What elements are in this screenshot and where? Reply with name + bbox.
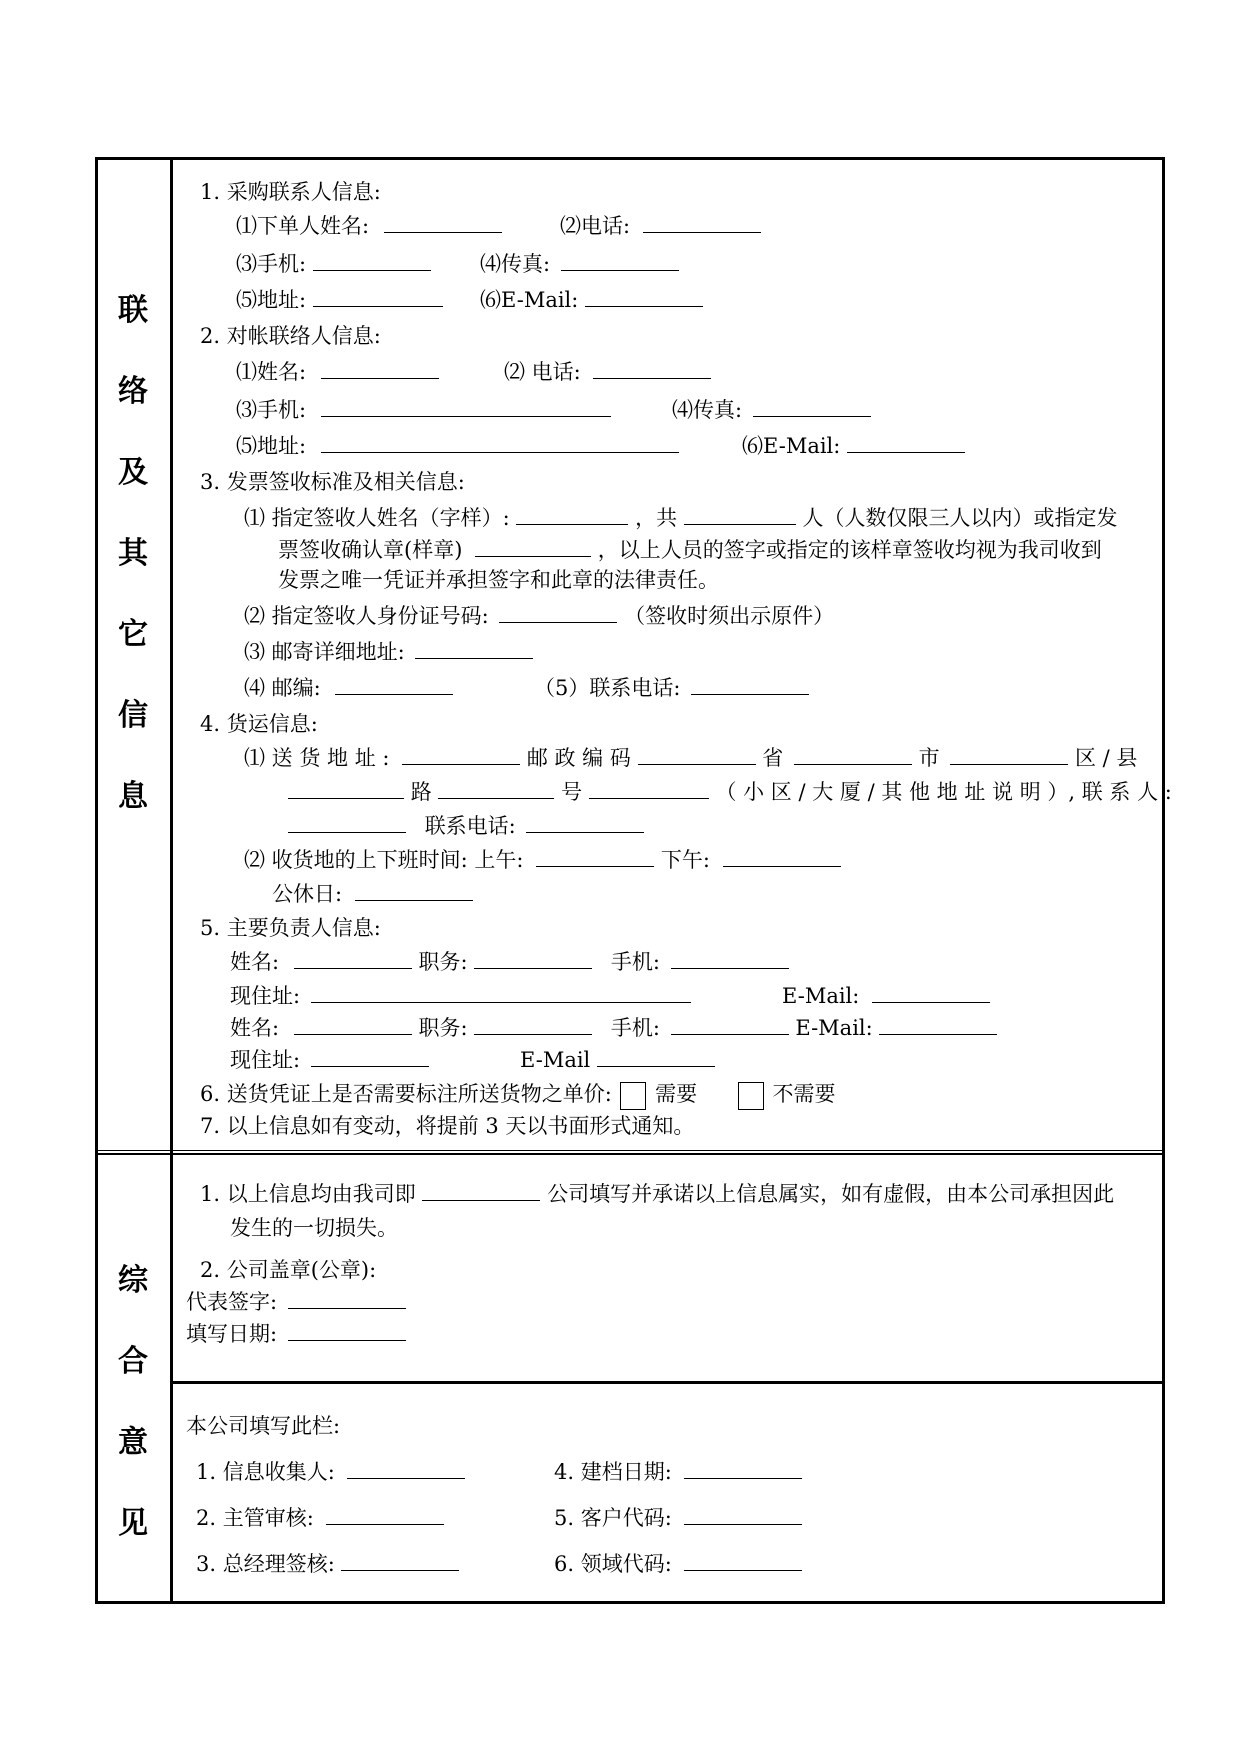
section-divider	[95, 1150, 1165, 1155]
row-file-date	[554, 1458, 802, 1486]
field-p2-email[interactable]	[879, 1014, 997, 1035]
field-p1-name[interactable]	[294, 948, 412, 969]
side-char: 络	[118, 374, 148, 409]
label-p2-residence: 现住址:	[230, 1048, 301, 1072]
field-city[interactable]	[950, 744, 1068, 765]
label-mobile: ⑶手机:	[236, 252, 307, 276]
label-p1-mobile: 手机:	[610, 950, 660, 974]
row-rep-signature	[186, 1288, 406, 1316]
row-company-seal: 2. 公司盖章(公章):	[200, 1258, 377, 1282]
row-invoice-6b	[534, 674, 809, 702]
row-principal-2	[230, 982, 691, 1010]
label-email: ⑹E-Mail:	[480, 288, 579, 312]
field-ship-postcode[interactable]	[638, 744, 756, 765]
field-holiday[interactable]	[355, 880, 473, 901]
field-district[interactable]	[288, 778, 404, 799]
row-declaration-1	[200, 1180, 1114, 1208]
label-need: 需要	[655, 1082, 698, 1106]
field-billing-fax[interactable]	[753, 396, 871, 417]
label-signer-count: ，共	[635, 506, 678, 530]
label-p1-title: 职务:	[418, 950, 468, 974]
row-shipping-5	[272, 880, 473, 908]
label-file-date: 4. 建档日期:	[554, 1460, 672, 1484]
side-char: 息	[118, 779, 148, 814]
label-signer-name: ⑴ 指定签收人姓名（字样）:	[244, 506, 510, 530]
row-customer-code	[554, 1504, 802, 1532]
field-p2-name[interactable]	[294, 1014, 412, 1035]
text-address-note: （ 小 区 / 大 厦 / 其 他 地 址 说 明 ）, 联 系 人 :	[715, 780, 1172, 804]
label-contact-phone: （5）联系电话:	[534, 676, 681, 700]
field-billing-mobile[interactable]	[321, 396, 611, 417]
label-p1-name: 姓名:	[230, 950, 280, 974]
subsection-divider	[172, 1381, 1165, 1384]
side-char: 意	[118, 1425, 148, 1460]
field-number[interactable]	[589, 778, 709, 799]
row-billing-3b	[742, 432, 965, 460]
field-customer-code[interactable]	[684, 1504, 802, 1525]
field-p2-mobile[interactable]	[671, 1014, 789, 1035]
row-purchase-2b	[480, 250, 679, 278]
field-orderer-name[interactable]	[384, 212, 502, 233]
row-purchase-1	[236, 212, 502, 240]
row-invoice-5	[244, 638, 533, 666]
label-p2-name: 姓名:	[230, 1016, 280, 1040]
field-billing-email[interactable]	[847, 432, 965, 453]
label-province: 省	[762, 746, 784, 770]
label-billing-phone: ⑵ 电话:	[504, 360, 581, 384]
field-stamp[interactable]	[475, 536, 591, 557]
label-ship-phone: 联系电话:	[424, 814, 516, 838]
row-principal-4	[230, 1046, 429, 1074]
row-shipping-4	[244, 846, 841, 874]
label-number: 号	[561, 780, 583, 804]
label-phone: ⑵电话:	[560, 214, 631, 238]
row-domain-code	[554, 1550, 802, 1578]
field-ship-contact[interactable]	[288, 812, 406, 833]
field-morning[interactable]	[536, 846, 654, 867]
internal-use-title: 本公司填写此栏:	[186, 1414, 341, 1438]
heading-purchase-contact: 1. 采购联系人信息:	[200, 180, 381, 204]
field-signer-count[interactable]	[684, 504, 796, 525]
text-stamp-rule: ，以上人员的签字或指定的该样章签收均视为我司收到	[597, 538, 1102, 562]
label-district: 区 / 县	[1074, 746, 1138, 770]
field-address[interactable]	[313, 286, 443, 307]
heading-invoice-info: 3. 发票签收标准及相关信息:	[200, 470, 465, 494]
side-char: 它	[118, 617, 148, 652]
side-char: 综	[118, 1263, 148, 1298]
field-billing-phone[interactable]	[593, 358, 711, 379]
row-gm-approval	[196, 1550, 459, 1578]
label-mail-address: ⑶ 邮寄详细地址:	[244, 640, 405, 664]
row-billing-2b	[672, 396, 871, 424]
field-fax[interactable]	[561, 250, 679, 271]
row-invoice-2	[278, 536, 1102, 564]
row-purchase-1b	[560, 212, 761, 240]
label-billing-name: ⑴姓名:	[236, 360, 307, 384]
label-no-need: 不需要	[772, 1082, 836, 1106]
row-invoice-4	[244, 602, 834, 630]
field-signer-name[interactable]	[516, 504, 628, 525]
label-price-question: 6. 送货凭证上是否需要标注所送货物之单价:	[200, 1082, 612, 1106]
text-signer-rule: 人（人数仅限三人以内）或指定发	[802, 506, 1118, 530]
row-purchase-3	[236, 286, 443, 314]
side-char: 其	[118, 536, 148, 571]
heading-principal-info: 5. 主要负责人信息:	[200, 916, 381, 940]
label-holiday: 公休日:	[272, 882, 343, 906]
heading-billing-contact: 2. 对帐联络人信息:	[200, 324, 381, 348]
label-p1-email: E-Mail:	[782, 984, 860, 1008]
row-principal-3	[230, 1014, 997, 1042]
row-billing-3	[236, 432, 679, 460]
field-email[interactable]	[585, 286, 703, 307]
label-afternoon: 下午:	[660, 848, 710, 872]
field-ship-phone[interactable]	[526, 812, 644, 833]
field-p1-residence[interactable]	[311, 982, 691, 1003]
label-ship-postcode: 邮 政 编 码	[526, 746, 631, 770]
side-char: 合	[118, 1344, 148, 1379]
label-rep-signature: 代表签字:	[186, 1290, 278, 1314]
label-ship-address: ⑴ 送 货 地 址 :	[244, 746, 390, 770]
checkbox-need[interactable]	[620, 1082, 646, 1110]
field-mobile[interactable]	[313, 250, 431, 271]
field-signer-id[interactable]	[499, 602, 617, 623]
label-billing-address: ⑸地址:	[236, 434, 307, 458]
label-collector: 1. 信息收集人:	[196, 1460, 335, 1484]
checkbox-no-need[interactable]	[738, 1082, 764, 1110]
field-afternoon[interactable]	[723, 846, 841, 867]
field-p2-residence[interactable]	[311, 1046, 429, 1067]
text-id-note: （签收时须出示原件）	[624, 604, 835, 628]
row-purchase-2	[236, 250, 431, 278]
label-fax: ⑷传真:	[480, 252, 551, 276]
field-province[interactable]	[794, 744, 912, 765]
field-rep-signature[interactable]	[288, 1288, 406, 1309]
field-domain-code[interactable]	[684, 1550, 802, 1571]
column-divider	[170, 157, 173, 1604]
row-supervisor	[196, 1504, 444, 1532]
side-title-contact	[96, 285, 170, 852]
field-company-name[interactable]	[422, 1180, 540, 1201]
row-fill-date	[186, 1320, 406, 1348]
field-road[interactable]	[438, 778, 554, 799]
row-principal-1	[230, 948, 789, 976]
field-fill-date[interactable]	[288, 1320, 406, 1341]
field-mail-address[interactable]	[415, 638, 533, 659]
field-supervisor[interactable]	[326, 1504, 444, 1525]
label-gm-approval: 3. 总经理签核:	[196, 1552, 335, 1576]
row-invoice-1	[244, 504, 1118, 532]
field-phone[interactable]	[643, 212, 761, 233]
field-p2-email2[interactable]	[597, 1046, 715, 1067]
row-principal-2b	[782, 982, 990, 1010]
row-shipping-1	[244, 744, 1137, 772]
field-billing-address[interactable]	[321, 432, 679, 453]
label-billing-mobile: ⑶手机:	[236, 398, 307, 422]
label-road: 路	[410, 780, 432, 804]
side-char: 联	[118, 293, 148, 328]
field-p1-mobile[interactable]	[671, 948, 789, 969]
side-char: 及	[118, 455, 148, 490]
row-billing-1b	[504, 358, 711, 386]
row-purchase-3b	[480, 286, 703, 314]
row-price-label	[200, 1080, 836, 1110]
label-p2-email: E-Mail:	[795, 1016, 873, 1040]
text-declaration-a: 1. 以上信息均由我司即	[200, 1182, 416, 1206]
row-shipping-2	[288, 778, 1172, 806]
row-billing-2	[236, 396, 611, 424]
row-invoice-6	[244, 674, 453, 702]
row-shipping-3	[288, 812, 644, 840]
heading-shipping-info: 4. 货运信息:	[200, 712, 318, 736]
field-file-date[interactable]	[684, 1458, 802, 1479]
row-principal-4b	[520, 1046, 715, 1074]
row-collector	[196, 1458, 465, 1486]
side-char: 信	[118, 698, 148, 733]
field-postcode[interactable]	[335, 674, 453, 695]
label-p1-residence: 现住址:	[230, 984, 301, 1008]
row-invoice-3: 发票之唯一凭证并承担签字和此章的法律责任。	[278, 568, 719, 592]
field-p1-email[interactable]	[872, 982, 990, 1003]
row-declaration-2: 发生的一切损失。	[230, 1216, 398, 1240]
label-address: ⑸地址:	[236, 288, 307, 312]
field-ship-address[interactable]	[402, 744, 520, 765]
label-domain-code: 6. 领域代码:	[554, 1552, 672, 1576]
label-customer-code: 5. 客户代码:	[554, 1506, 672, 1530]
label-stamp: 票签收确认章(样章)	[278, 538, 463, 562]
label-supervisor: 2. 主管审核:	[196, 1506, 314, 1530]
label-postcode: ⑷ 邮编:	[244, 676, 321, 700]
label-fill-date: 填写日期:	[186, 1322, 278, 1346]
label-signer-id: ⑵ 指定签收人身份证号码:	[244, 604, 489, 628]
row-billing-1	[236, 358, 439, 386]
field-gm-approval[interactable]	[341, 1550, 459, 1571]
field-contact-phone[interactable]	[691, 674, 809, 695]
text-declaration-b: 公司填写并承诺以上信息属实，如有虚假，由本公司承担因此	[547, 1182, 1115, 1206]
label-p2-email2: E-Mail	[520, 1048, 591, 1072]
label-work-hours: ⑵ 收货地的上下班时间: 上午:	[244, 848, 524, 872]
field-p1-title[interactable]	[474, 948, 592, 969]
label-billing-email: ⑹E-Mail:	[742, 434, 841, 458]
row-change-notice: 7. 以上信息如有变动，将提前 3 天以书面形式通知。	[200, 1114, 695, 1138]
label-p2-mobile: 手机:	[610, 1016, 660, 1040]
label-p2-title: 职务:	[418, 1016, 468, 1040]
field-collector[interactable]	[347, 1458, 465, 1479]
label-orderer-name: ⑴下单人姓名:	[236, 214, 370, 238]
field-billing-name[interactable]	[321, 358, 439, 379]
field-p2-title[interactable]	[474, 1014, 592, 1035]
label-city: 市	[918, 746, 940, 770]
label-billing-fax: ⑷传真:	[672, 398, 743, 422]
side-char: 见	[118, 1506, 148, 1541]
side-title-opinion	[96, 1255, 170, 1579]
